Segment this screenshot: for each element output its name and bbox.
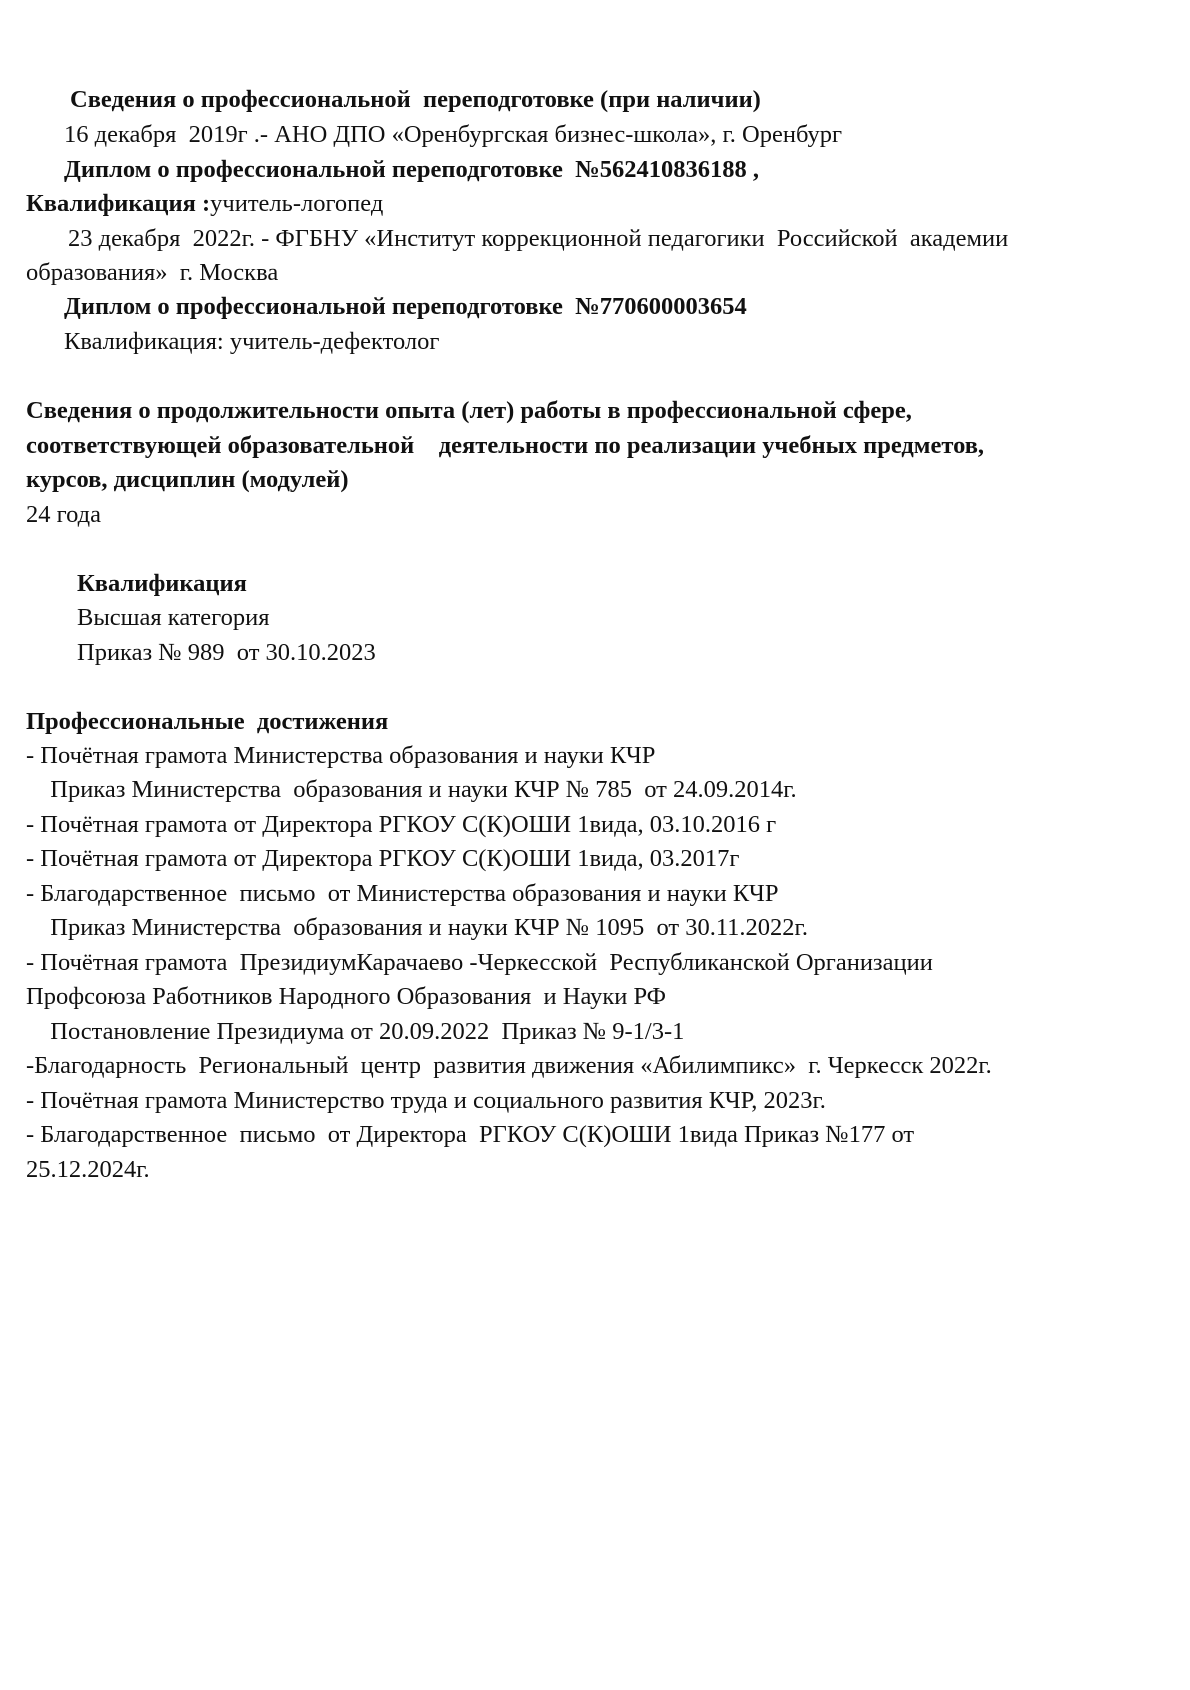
experience-heading-line-1: Сведения о продолжительности опыта (лет) работы в профессиональной сфере, xyxy=(26,397,912,424)
achievement-line: - Почётная грамота от Директора РГКОУ С(К)ОШИ 1вида, 03.10.2016 г xyxy=(26,811,777,838)
achievements-heading: Профессиональные достижения xyxy=(26,708,389,735)
qualification-1-value: учитель-логопед xyxy=(210,190,384,217)
qualification-1-label: Квалификация : xyxy=(26,190,211,217)
achievement-line: - Почётная грамота Министерства образования и науки КЧР xyxy=(26,742,656,769)
achievement-line: Профсоюза Работников Народного Образования и Науки РФ xyxy=(26,983,667,1010)
qualification-1 xyxy=(26,189,383,219)
retraining-entry-2-line-2: образования» г. Москва xyxy=(26,259,279,286)
qualification-order: Приказ № 989 от 30.10.2023 xyxy=(77,639,376,666)
achievement-line: - Благодарственное письмо от Министерства образования и науки КЧР xyxy=(26,880,779,907)
achievement-line: - Почётная грамота от Директора РГКОУ С(К)ОШИ 1вида, 03.2017г xyxy=(26,845,740,872)
experience-heading-line-3: курсов, дисциплин (модулей) xyxy=(26,466,349,493)
experience-heading-line-2: соответствующей образовательной деятельности по реализации учебных предметов, xyxy=(26,432,985,459)
achievement-line: -Благодарность Региональный центр развития движения «Абилимпикс» г. Черкесск 2022г. xyxy=(26,1052,992,1079)
experience-value: 24 года xyxy=(26,501,101,528)
achievement-line: Приказ Министерства образования и науки КЧР № 785 от 24.09.2014г. xyxy=(38,776,797,803)
qualification-2: Квалификация: учитель-дефектолог xyxy=(64,328,440,355)
retraining-entry-1: 16 декабря 2019г .- АНО ДПО «Оренбургская бизнес-школа», г. Оренбург xyxy=(64,121,843,148)
qualification-category: Высшая категория xyxy=(77,604,270,631)
diploma-2: Диплом о профессиональной переподготовке №770600003654 xyxy=(64,293,747,320)
achievement-line: - Благодарственное письмо от Директора РГКОУ С(К)ОШИ 1вида Приказ №177 от xyxy=(26,1121,915,1148)
achievement-line: Постановление Президиума от 20.09.2022 Приказ № 9-1/3-1 xyxy=(38,1018,685,1045)
diploma-1: Диплом о профессиональной переподготовке №562410836188 , xyxy=(64,156,759,183)
achievement-line: 25.12.2024г. xyxy=(26,1156,150,1183)
qualification-heading: Квалификация xyxy=(77,570,247,597)
retraining-heading: Сведения о профессиональной переподготовке (при наличии) xyxy=(70,86,761,113)
retraining-entry-2-line-1: 23 декабря 2022г. - ФГБНУ «Институт коррекционной педагогики Российской академии xyxy=(68,225,1009,252)
achievement-line: - Почётная грамота Министерство труда и социального развития КЧР, 2023г. xyxy=(26,1087,826,1114)
achievement-line: Приказ Министерства образования и науки КЧР № 1095 от 30.11.2022г. xyxy=(38,914,808,941)
achievement-line: - Почётная грамота ПрезидиумКарачаево -Черкесской Республиканской Организации xyxy=(26,949,933,976)
